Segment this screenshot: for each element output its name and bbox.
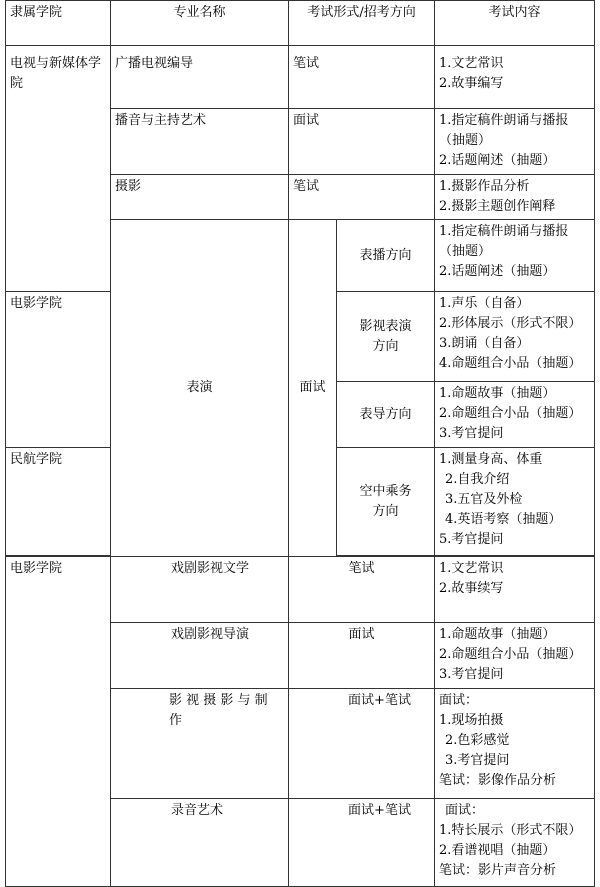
header-form: 考试形式/招考方向	[289, 1, 435, 46]
exam-content-table	[5, 0, 595, 887]
content-broadcast-editing: 1.文艺常识 2.故事编写	[435, 46, 595, 109]
college-tv-media: 电视与新媒体学院	[6, 46, 111, 292]
major-hosting: 播音与主持艺术	[111, 109, 289, 175]
content-direction-film-acting: 1.声乐（自备） 2.形体展示（形式不限） 3.朗诵（自备） 4.命题组合小品（抽题）	[435, 292, 595, 382]
direction-broadcast: 表播方向	[337, 220, 435, 292]
major-drama-literature: 戏剧影视文学	[111, 557, 289, 623]
direction-flight-attendant: 空中乘务 方向	[337, 448, 435, 556]
table-row	[6, 46, 595, 109]
content-direction-directing: 1.命题故事（抽题） 2.命题组合小品（抽题） 3.考官提问	[435, 382, 595, 448]
college-civil-aviation: 民航学院	[6, 448, 111, 556]
form-sound-art: 面试+笔试	[289, 799, 435, 887]
content-direction-broadcast: 1.指定稿件朗诵与播报 （抽题） 2.话题阐述（抽题）	[435, 220, 595, 292]
form-drama-directing: 面试	[289, 623, 435, 689]
form-performance: 面试	[289, 220, 337, 557]
content-drama-literature: 1.文艺常识 2.故事续写	[435, 557, 595, 623]
content-direction-flight-attendant: 1.测量身高、体重 2.自我介绍 3.五官及外检 4.英语考察（抽题） 5.考官提问	[435, 448, 595, 556]
major-film-production: 影 视 摄 影 与 制 作	[111, 689, 289, 799]
header-content: 考试内容	[435, 1, 595, 46]
header-college: 隶属学院	[6, 1, 111, 46]
direction-directing: 表导方向	[337, 382, 435, 448]
table-row	[6, 557, 595, 623]
content-hosting: 1.指定稿件朗诵与播报 （抽题） 2.话题阐述（抽题）	[435, 109, 595, 175]
major-broadcast-editing: 广播电视编导	[111, 46, 289, 109]
college-film-1: 电影学院	[6, 292, 111, 448]
college-film-2: 电影学院	[6, 557, 111, 887]
direction-film-acting: 影视表演 方向	[337, 292, 435, 382]
form-drama-literature: 笔试	[289, 557, 435, 623]
major-sound-art: 录音艺术	[111, 799, 289, 887]
table-header-row	[6, 1, 595, 46]
form-broadcast-editing: 笔试	[289, 46, 435, 109]
major-photography: 摄影	[111, 175, 289, 220]
content-drama-directing: 1.命题故事（抽题） 2.命题组合小品（抽题） 3.考官提问	[435, 623, 595, 689]
major-performance: 表演	[111, 220, 289, 557]
content-photography: 1.摄影作品分析 2.摄影主题创作阐释	[435, 175, 595, 220]
form-photography: 笔试	[289, 175, 435, 220]
content-film-production: 面试： 1.现场拍摄 2.色彩感觉 3.考官提问 笔试：影像作品分析	[435, 689, 595, 799]
header-major: 专业名称	[111, 1, 289, 46]
content-sound-art: 面试： 1.特长展示（形式不限） 2.看谱视唱（抽题） 笔试：影片声音分析	[435, 799, 595, 887]
major-drama-directing: 戏剧影视导演	[111, 623, 289, 689]
form-film-production: 面试+笔试	[289, 689, 435, 799]
form-hosting: 面试	[289, 109, 435, 175]
